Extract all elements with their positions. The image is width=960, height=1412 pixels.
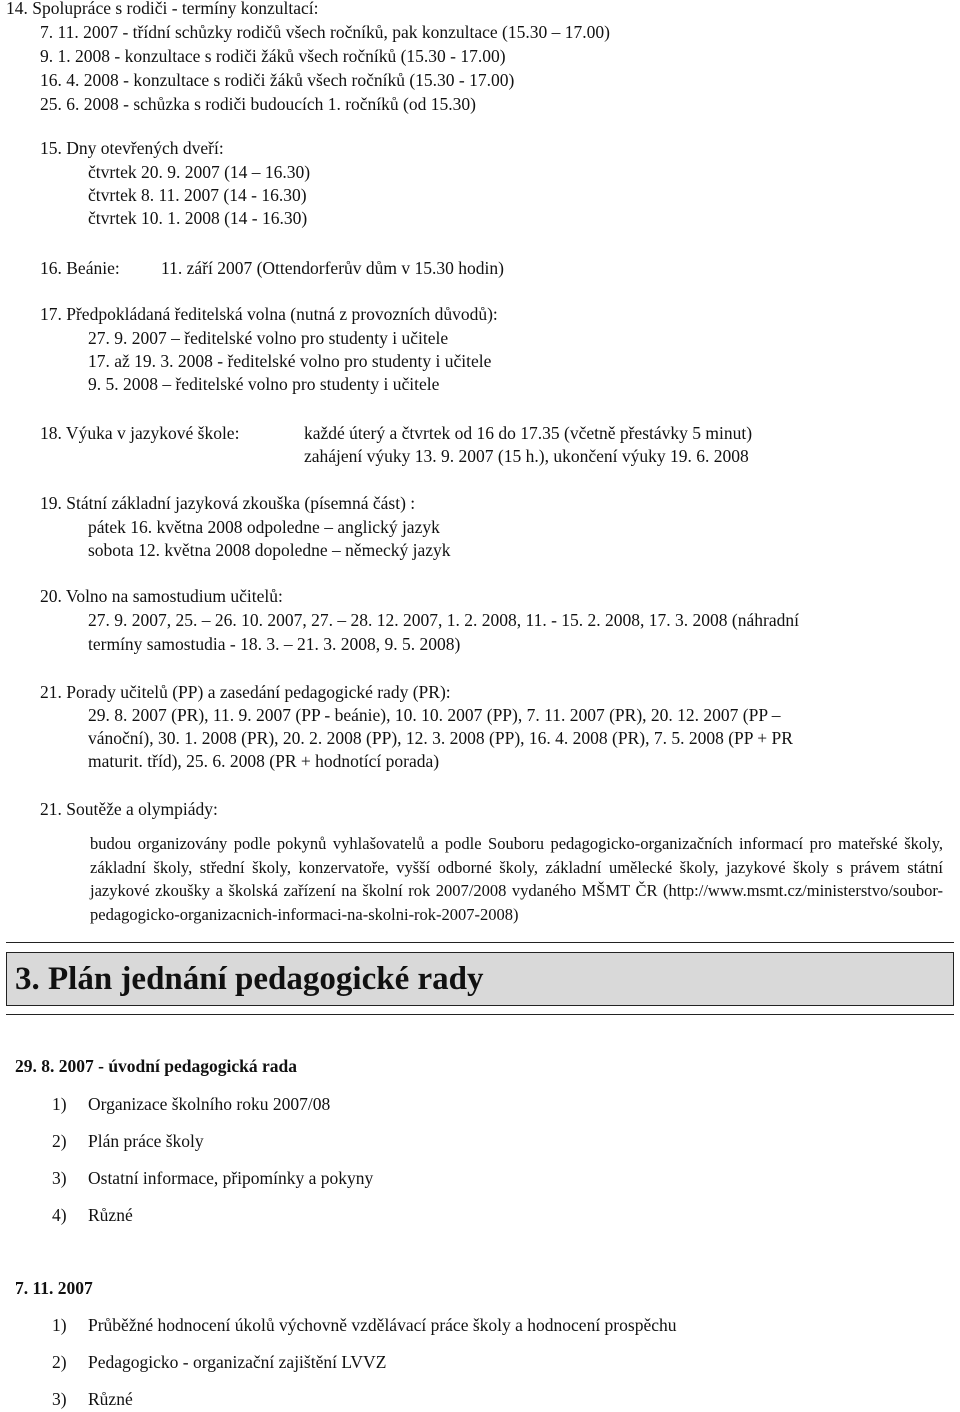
section-20-line: 27. 9. 2007, 25. – 26. 10. 2007, 27. – 28. 12. 2007, 1. 2. 2008, 11. - 15. 2. 2008, 17. 3. 2008 (náhradní bbox=[88, 610, 799, 630]
section-21-meetings-line: maturit. tříd), 25. 6. 2008 (PR + hodnotící porada) bbox=[88, 751, 440, 771]
section-21-meetings-line: vánoční), 30. 1. 2008 (PR), 20. 2. 2008 (PP), 12. 3. 2008 (PP), 16. 4. 2008 (PR), 7. 5. 2008 (PP + PR bbox=[88, 728, 793, 748]
section-16-value: 11. září 2007 (Ottendorferův dům v 15.30 hodin) bbox=[161, 258, 504, 278]
section-14-line: 7. 11. 2007 - třídní schůzky rodičů všech ročníků, pak konzultace (15.30 – 17.00) bbox=[40, 22, 610, 42]
section-20-heading: 20. Volno na samostudium učitelů: bbox=[40, 586, 283, 606]
section-18-label: 18. Výuka v jazykové škole: bbox=[40, 423, 240, 443]
agenda-item-number: 1) bbox=[52, 1094, 67, 1114]
section-19-line: pátek 16. května 2008 odpoledne – anglický jazyk bbox=[88, 517, 440, 537]
chapter-banner bbox=[6, 952, 954, 1006]
agenda-item-number: 2) bbox=[52, 1352, 67, 1372]
agenda-item-number: 4) bbox=[52, 1205, 67, 1225]
agenda-item: Průběžné hodnocení úkolů výchovně vzdělávací práce školy a hodnocení prospěchu bbox=[88, 1315, 677, 1335]
section-21-meetings-line: 29. 8. 2007 (PR), 11. 9. 2007 (PP - beánie), 10. 10. 2007 (PP), 7. 11. 2007 (PR), 20. 12. 2007 (PP – bbox=[88, 705, 781, 725]
agenda-item-number: 3) bbox=[52, 1389, 67, 1409]
section-14-line: 16. 4. 2008 - konzultace s rodiči žáků všech ročníků (15.30 - 17.00) bbox=[40, 70, 515, 90]
section-20-line: termíny samostudia - 18. 3. – 21. 3. 2008, 9. 5. 2008) bbox=[88, 634, 461, 654]
section-16-label: 16. Beánie: bbox=[40, 258, 120, 278]
section-18-line: zahájení výuky 13. 9. 2007 (15 h.), ukončení výuky 19. 6. 2008 bbox=[304, 446, 749, 466]
chapter-title: 3. Plán jednání pedagogické rady bbox=[15, 961, 484, 997]
section-15-heading: 15. Dny otevřených dveří: bbox=[40, 138, 224, 158]
agenda-item-number: 1) bbox=[52, 1315, 67, 1335]
agenda-item: Organizace školního roku 2007/08 bbox=[88, 1094, 331, 1114]
meeting-date: 29. 8. 2007 - úvodní pedagogická rada bbox=[15, 1056, 297, 1076]
banner-top-rule bbox=[6, 942, 954, 943]
agenda-item-number: 3) bbox=[52, 1168, 67, 1188]
agenda-item: Různé bbox=[88, 1205, 133, 1225]
meeting-date: 7. 11. 2007 bbox=[15, 1278, 93, 1298]
section-17-line: 9. 5. 2008 – ředitelské volno pro studenty i učitele bbox=[88, 374, 440, 394]
section-17-line: 27. 9. 2007 – ředitelské volno pro studenty i učitele bbox=[88, 328, 449, 348]
section-21-meetings-heading: 21. Porady učitelů (PP) a zasedání pedagogické rady (PR): bbox=[40, 682, 451, 702]
section-21-competitions-paragraph: budou organizovány podle pokynů vyhlašovatelů a podle Souboru pedagogicko-organizačních informací pro mateřské školy, základní školy, střední školy, konzervatoře, vyšší odborné školy, základní umělecké školy, jazykové školy s právem státní jazykové zkoušky a školská zařízení na školní rok 2007/2008 vydaného MŠMT ČR (http://www.msmt.cz/ministerstvo/soubor-pedagogicko-organizacnich-informaci-na-skolni-rok-2007-2008) bbox=[90, 834, 943, 924]
section-14-heading: 14. Spolupráce s rodiči - termíny konzultací: bbox=[6, 0, 319, 18]
section-18-line: každé úterý a čtvrtek od 16 do 17.35 (včetně přestávky 5 minut) bbox=[304, 423, 753, 443]
section-17-line: 17. až 19. 3. 2008 - ředitelské volno pro studenty i učitele bbox=[88, 351, 492, 371]
section-15-line: čtvrtek 8. 11. 2007 (14 - 16.30) bbox=[88, 185, 307, 205]
section-14-line: 9. 1. 2008 - konzultace s rodiči žáků všech ročníků (15.30 - 17.00) bbox=[40, 46, 506, 66]
agenda-item: Plán práce školy bbox=[88, 1131, 204, 1151]
agenda-item: Různé bbox=[88, 1389, 133, 1409]
section-15-line: čtvrtek 10. 1. 2008 (14 - 16.30) bbox=[88, 208, 308, 228]
section-21-competitions-heading: 21. Soutěže a olympiády: bbox=[40, 799, 218, 819]
section-15-line: čtvrtek 20. 9. 2007 (14 – 16.30) bbox=[88, 162, 311, 182]
section-19-heading: 19. Státní základní jazyková zkouška (písemná část) : bbox=[40, 493, 416, 513]
agenda-item-number: 2) bbox=[52, 1131, 67, 1151]
agenda-item: Pedagogicko - organizační zajištění LVVZ bbox=[88, 1352, 387, 1372]
section-19-line: sobota 12. května 2008 dopoledne – německý jazyk bbox=[88, 540, 451, 560]
section-14-line: 25. 6. 2008 - schůzka s rodiči budoucích 1. ročníků (od 15.30) bbox=[40, 94, 476, 114]
banner-bottom-rule bbox=[6, 1014, 954, 1015]
agenda-item: Ostatní informace, připomínky a pokyny bbox=[88, 1168, 374, 1188]
section-17-heading: 17. Předpokládaná ředitelská volna (nutná z provozních důvodů): bbox=[40, 304, 498, 324]
